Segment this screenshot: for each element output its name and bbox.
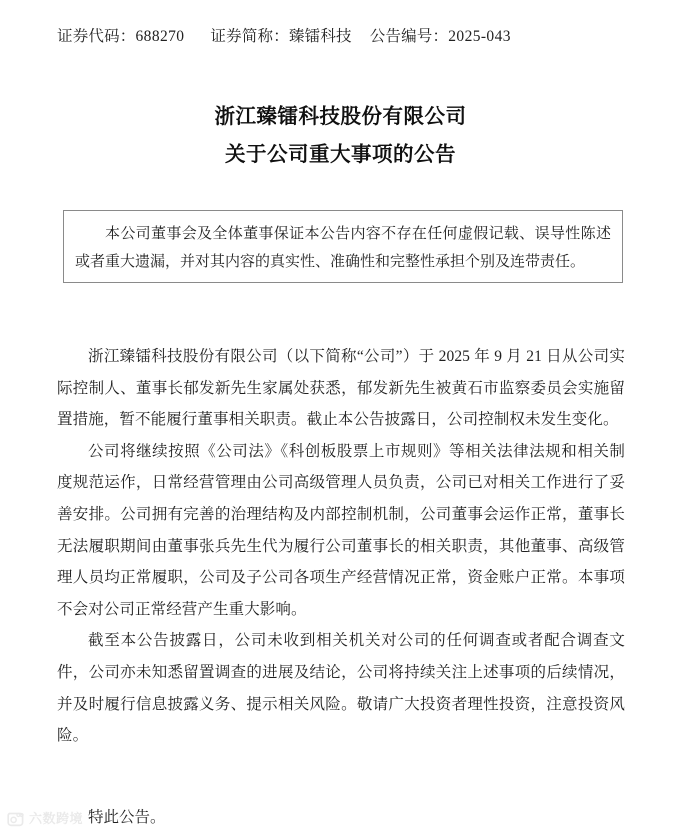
title-subject: 关于公司重大事项的公告 [225, 142, 456, 166]
announcement-number-value: 2025-043 [448, 28, 511, 45]
watermark-label: 六数跨境 [29, 812, 84, 827]
page-title [0, 97, 681, 173]
stock-name-label: 证券简称： [210, 28, 289, 45]
stock-code-label: 证券代码： [57, 28, 136, 45]
body-paragraph: 截至本公告披露日，公司未收到相关机关对公司的任何调查或者配合调查文件，公司亦未知悉留置调查的进展及结论，公司将持续关注上述事项的后续情况，并及时履行信息披露义务、提示相关风险。敬请广大投资者理性投资，注意投资风险。 [57, 632, 625, 745]
stock-name-value: 臻镭科技 [288, 28, 352, 45]
disclaimer-box [63, 210, 623, 283]
body-paragraph: 浙江臻镭科技股份有限公司（以下简称“公司”）于 2025 年 9 月 21 日从公司实际控制人、董事长郁发新先生家属处获悉，郁发新先生被黄石市监察委员会实施留置措施，暂不能履行董事相关职责。截止本公告披露日，公司控制权未发生变化。 [57, 348, 625, 429]
title-company-name: 浙江臻镭科技股份有限公司 [214, 104, 467, 128]
document-body [57, 341, 625, 752]
announcement-number-label: 公告编号： [369, 28, 449, 45]
closing-statement: 特此公告。 [88, 809, 166, 826]
document-header [57, 26, 625, 48]
body-paragraph: 公司将继续按照《公司法》《科创板股票上市规则》等相关法律法规和相关制度规范运作，日常经营管理由公司高级管理人员负责，公司已对相关工作进行了妥善安排。公司拥有完善的治理结构及内部控制机制，公司董事会运作正常，董事长无法履职期间由董事张兵先生代为履行公司董事长的相关职责，其他董事、高级管理人员均正常履职，公司及子公司各项生产经营情况正常，资金账户正常。本事项不会对公司正常经营产生重大影响。 [57, 442, 625, 618]
camera-logo-icon [6, 810, 25, 829]
disclaimer-text: 本公司董事会及全体董事保证本公告内容不存在任何虚假记载、误导性陈述或者重大遗漏，并对其内容的真实性、准确性和完整性承担个别及连带责任。 [75, 226, 611, 270]
stock-code-value: 688270 [135, 28, 185, 45]
